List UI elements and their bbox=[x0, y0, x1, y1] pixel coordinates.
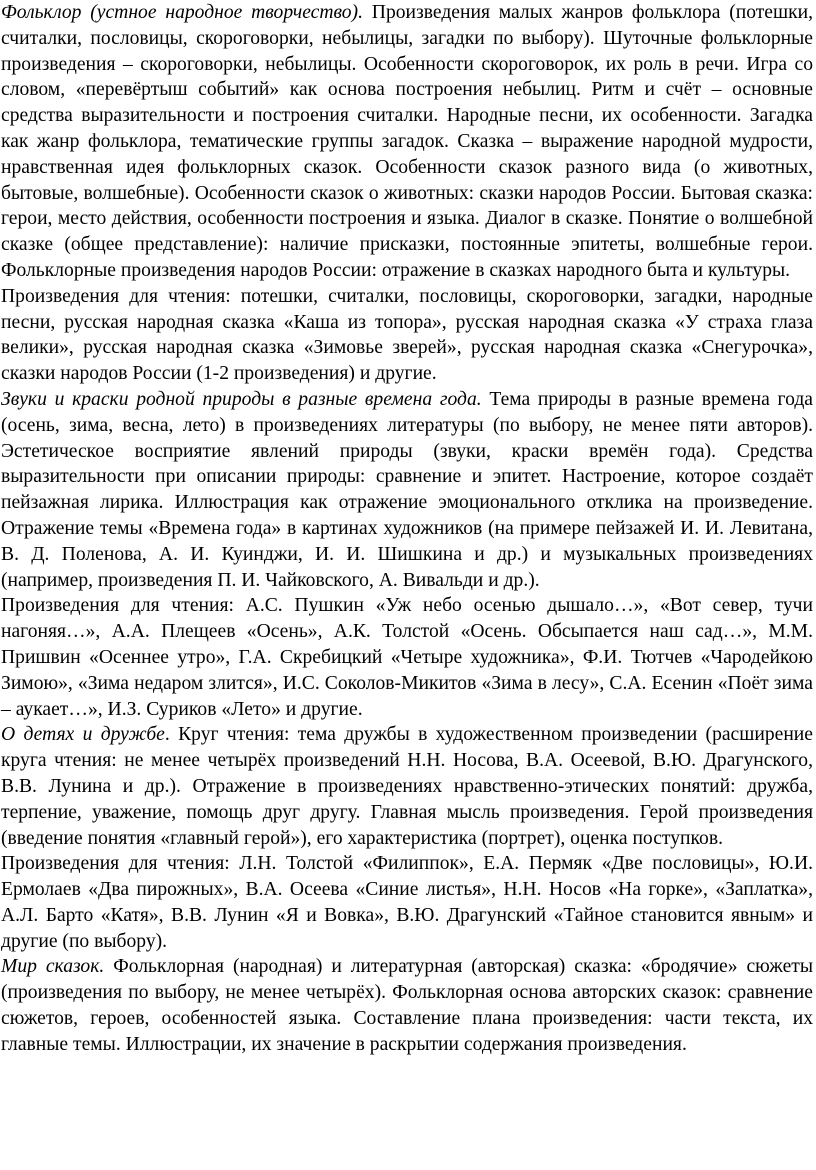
paragraph-nature bbox=[1, 387, 813, 593]
section-title-folklore: Фольклор (устное народное творчество). bbox=[1, 2, 363, 23]
paragraph-text: Произведения для чтения: Л.Н. Толстой «Филиппок», Е.А. Пермяк «Две пословицы», Ю.И. Ермолаев «Два пирожных», В.А. Осеева «Синие листья», Н.Н. Носов «На горке», «Заплатка», А.Л. Барто «Катя», В.В. Лунин «Я и Вовка», В.Ю. Драгунский «Тайное становится явным» и другие (по выбору). bbox=[1, 853, 813, 952]
paragraph-text: Тема природы в разные времена года (осень, зима, весна, лето) в произведениях литературы (по выбору, не менее пяти авторов). Эстетическое восприятие явлений природы (звуки, краски времён года). Средства выразительности при описании природы: сравнение и эпитет. Настроение, которое создаёт пейзажная лирика. Иллюстрация как отражение эмоционального отклика на произведение. Отражение темы «Времена года» в картинах художников (на примере пейзажей И. И. Левитана, В. Д. Поленова, А. И. Куинджи, И. И. Шишкина и др.) и музыкальных произведениях (например, произведения П. И. Чайковского, А. Вивальди и др.). bbox=[1, 388, 813, 591]
paragraph-text: Произведения для чтения: потешки, считалки, пословицы, скороговорки, загадки, народные песни, русская народная сказка «Каша из топора», русская народная сказка «У страха глаза велики», русская народная сказка «Зимовье зверей», русская народная сказка «Снегурочка», сказки народов России (1-2 произведения) и другие. bbox=[1, 285, 813, 385]
paragraph-text: Фольклорная (народная) и литературная (авторская) сказка: «бродячие» сюжеты (произведения по выбору, не менее четырёх). Фольклорная основа авторских сказок: сравнение сюжетов, героев, особенностей языка. Составление плана произведения: части текста, их главные темы. Иллюстрации, их значение в раскрытии содержания произведения. bbox=[1, 956, 814, 1055]
paragraph-text: Произведения малых жанров фольклора (потешки, считалки, пословицы, скороговорки, небылицы, загадки по выбору). Шуточные фольклорные произведения – скороговорки, небылицы. Особенности скороговорок, их роль в речи. Игра со словом, «перевёртыш событий» как основа построения небылиц. Ритм и счёт – основные средства выразительности и построения считалки. Народные песни, их особенности. Загадка как жанр фольклора, тематические группы загадок. Сказка – выражение народной мудрости, нравственная идея фольклорных сказок. Особенности сказок разного вида (о животных, бытовые, волшебные). Особенности сказок о животных: сказки народов России. Бытовая сказка: герои, место действия, особенности построения и языка. Диалог в сказке. Понятие о волшебной сказке (общее представление): наличие присказки, постоянные эпитеты, волшебные герои. Фольклорные произведения народов России: отражение в сказках народного быта и культуры. bbox=[1, 2, 813, 281]
paragraph-text: . Круг чтения: тема дружбы в художественном произведении (расширение круга чтения: не менее четырёх произведений Н.Н. Носова, В.А. Осеевой, В.Ю. Драгунского, В.В. Лунина и др.). Отражение в произведениях нравственно-этических понятий: дружба, терпение, уважение, помощь друг другу. Главная мысль произведения. Герой произведения (введение понятия «главный герой»), его характеристика (портрет), оценка поступков. bbox=[1, 724, 813, 849]
paragraph-folklore bbox=[1, 0, 813, 284]
paragraph-nature-reading bbox=[1, 593, 813, 722]
section-title-friendship: О детях и дружбе bbox=[1, 724, 165, 746]
paragraph-friendship bbox=[1, 722, 813, 851]
paragraph-fairy-tales bbox=[1, 954, 813, 1057]
paragraph-text: Произведения для чтения: А.С. Пушкин «Уж небо осенью дышало…», «Вот север, тучи нагоняя…», А.А. Плещеев «Осень», А.К. Толстой «Осень. Обсыпается наш сад…», М.М. Пришвин «Осеннее утро», Г.А. Скребицкий «Четыре художника», Ф.И. Тютчев «Чародейкою Зимою», «Зима недаром злится», И.С. Соколов-Микитов «Зима в лесу», С.А. Есенин «Поёт зима – аукает…», И.З. Суриков «Лето» и другие. bbox=[1, 595, 813, 720]
paragraph-friendship-reading bbox=[1, 851, 813, 954]
paragraph-folklore-reading bbox=[1, 284, 813, 387]
section-title-fairy-tales: Мир сказок. bbox=[1, 956, 105, 978]
section-title-nature: Звуки и краски родной природы в разные времена года. bbox=[1, 388, 482, 410]
